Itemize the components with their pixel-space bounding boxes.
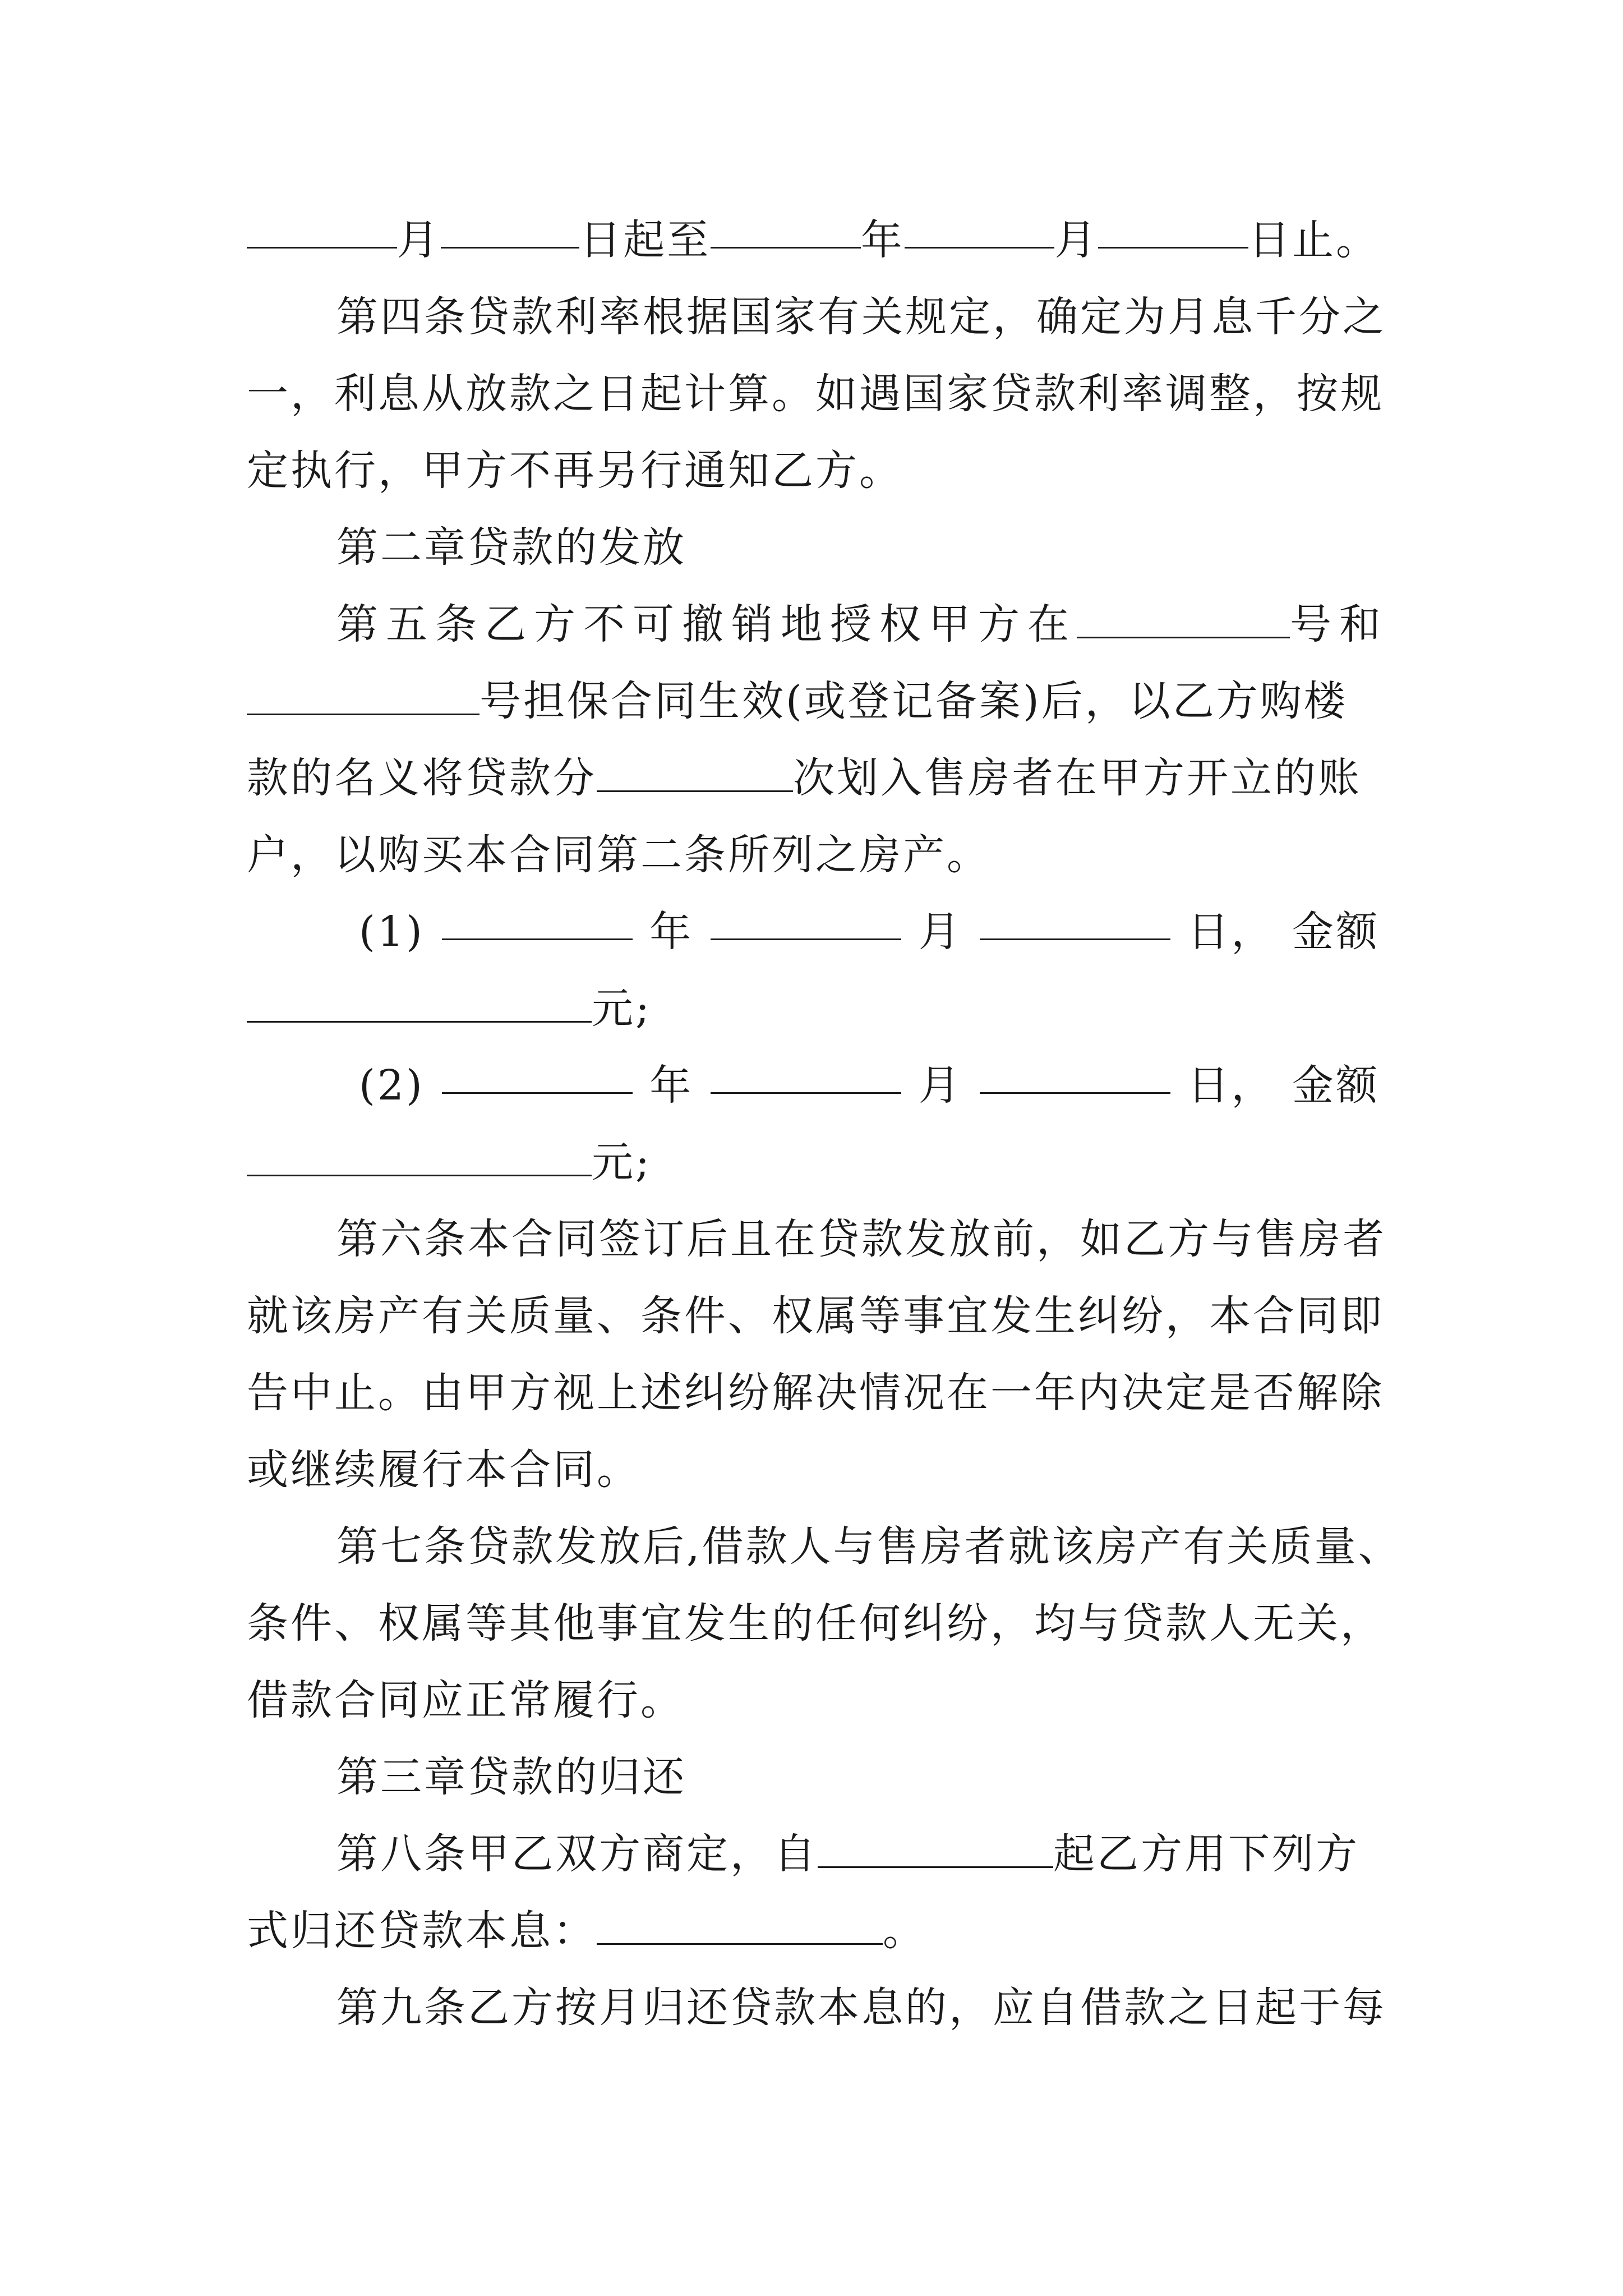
blank-field[interactable]	[442, 1057, 633, 1094]
text-segment: 日止。	[1248, 216, 1380, 264]
blank-field[interactable]	[247, 1140, 592, 1176]
text-segment: 日起至	[579, 216, 711, 264]
installment-1-line	[359, 904, 1380, 960]
installment-1-amount-line	[247, 981, 1380, 1037]
chapter-2-heading: 第二章贷款的发放	[336, 523, 686, 572]
text-segment: 金额	[1292, 908, 1380, 956]
blank-field[interactable]	[905, 212, 1055, 249]
blank-field[interactable]	[711, 904, 901, 940]
blank-field[interactable]	[247, 986, 592, 1023]
blank-field[interactable]	[441, 212, 580, 249]
text-segment: 月	[1054, 216, 1099, 264]
text-segment: 起乙方用下列方	[1053, 1830, 1359, 1878]
blank-field[interactable]	[711, 212, 861, 249]
text-segment: 金额	[1292, 1061, 1380, 1110]
blank-field[interactable]	[818, 1832, 1053, 1868]
text-segment: 年	[649, 908, 694, 956]
article-6-line-1: 第六条本合同签订后且在贷款发放前，如乙方与售房者	[336, 1215, 1386, 1263]
article-4-line-1: 第四条贷款利率根据国家有关规定，确定为月息千分之	[336, 293, 1386, 341]
article-7-line-1: 第七条贷款发放后,借款人与售房者就该房产有关质量、	[336, 1522, 1402, 1571]
blank-field[interactable]	[597, 756, 793, 792]
blank-field[interactable]	[980, 1057, 1170, 1094]
installment-2-line	[359, 1057, 1380, 1114]
text-segment: 月	[918, 908, 962, 956]
text-segment: 第八条甲乙双方商定，自	[336, 1830, 818, 1878]
article-5-line-3	[247, 750, 1380, 806]
date-range-line	[247, 212, 1380, 268]
text-segment: 号和	[1290, 600, 1389, 648]
article-6-line-2: 就该房产有关质量、条件、权属等事宜发生纠纷，本合同即	[247, 1292, 1384, 1340]
text-segment: 元;	[592, 984, 652, 1033]
text-segment: 式归还贷款本息：	[247, 1907, 597, 1955]
text-segment: (2)	[359, 1061, 425, 1110]
text-segment: 日，	[1187, 1061, 1275, 1110]
article-9-line-1: 第九条乙方按月归还贷款本息的，应自借款之日起于每	[336, 1984, 1386, 2032]
blank-field[interactable]	[711, 1057, 901, 1094]
blank-field[interactable]	[980, 904, 1170, 940]
text-segment: 次划入售房者在甲方开立的账	[793, 754, 1362, 802]
blank-field[interactable]	[597, 1908, 883, 1945]
article-8-line-2	[247, 1903, 1380, 1959]
text-segment: 号担保合同生效(或登记备案)后，以乙方购楼	[479, 677, 1348, 725]
article-5-line-2	[247, 673, 1380, 729]
blank-field[interactable]	[442, 904, 633, 940]
text-segment: 日，	[1187, 908, 1275, 956]
article-4-line-2: 一，利息从放款之日起计算。如遇国家贷款利率调整，按规	[247, 370, 1384, 418]
text-segment: 月	[918, 1061, 962, 1110]
article-4-line-3: 定执行，甲方不再另行通知乙方。	[247, 447, 903, 495]
article-5-line-1	[336, 596, 1389, 652]
text-segment: 年	[860, 216, 905, 264]
blank-field[interactable]	[1077, 602, 1290, 638]
text-segment: 第五条乙方不可撤销地授权甲方在	[336, 600, 1077, 648]
article-5-line-4: 户，以购买本合同第二条所列之房产。	[247, 831, 990, 879]
text-segment: 款的名义将贷款分	[247, 754, 597, 802]
blank-field[interactable]	[1098, 212, 1248, 249]
installment-2-amount-line	[247, 1134, 1380, 1190]
article-6-line-4: 或继续履行本合同。	[247, 1446, 640, 1494]
chapter-3-heading: 第三章贷款的归还	[336, 1753, 686, 1801]
text-segment: (1)	[359, 908, 425, 956]
text-segment: 月	[396, 216, 441, 264]
article-8-line-1	[336, 1826, 1380, 1882]
article-7-line-3: 借款合同应正常履行。	[247, 1676, 684, 1724]
blank-field[interactable]	[247, 212, 397, 249]
article-7-line-2: 条件、权属等其他事宜发生的任何纠纷，均与贷款人无关，	[247, 1599, 1384, 1648]
text-segment: 。	[883, 1907, 926, 1955]
article-6-line-3: 告中止。由甲方视上述纠纷解决情况在一年内决定是否解除	[247, 1369, 1384, 1417]
blank-field[interactable]	[247, 679, 479, 715]
text-segment: 元;	[592, 1138, 652, 1186]
text-segment: 年	[649, 1061, 694, 1110]
